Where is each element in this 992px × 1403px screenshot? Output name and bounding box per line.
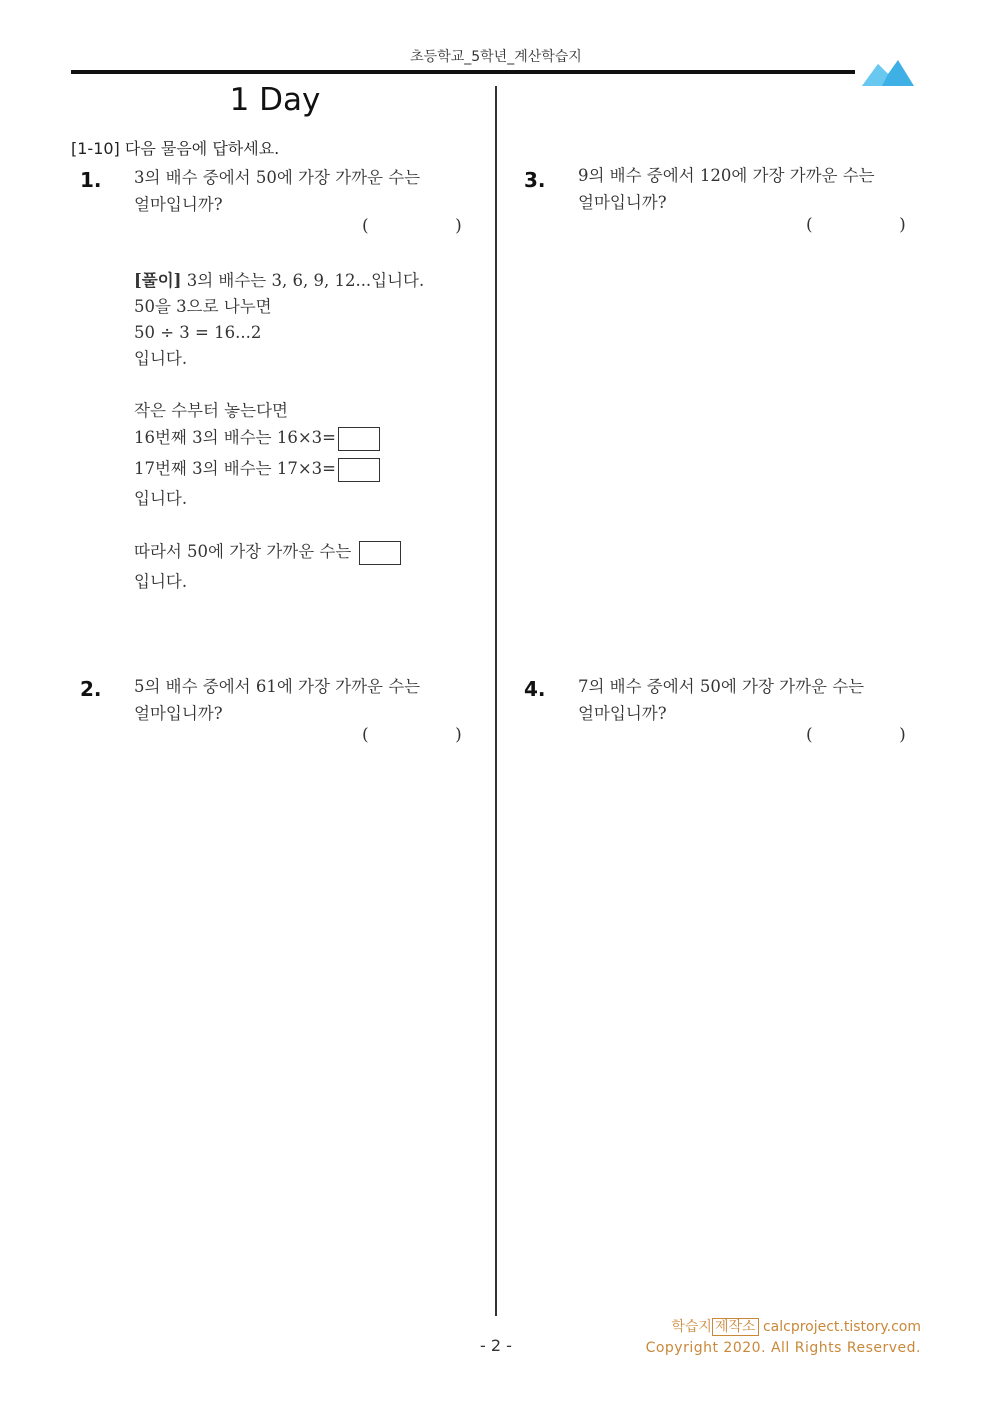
question-2-line1: 5의 배수 중에서 61에 가장 가까운 수는	[134, 677, 421, 696]
solution-16th-text: 16번째 3의 배수는 16×3=	[134, 428, 337, 447]
question-1-answer-blank[interactable]: ( )	[362, 216, 462, 236]
solution-line-6	[134, 425, 380, 451]
solution-line-8: 입니다.	[134, 489, 188, 508]
solution-line-5: 작은 수부터 놓는다면	[134, 401, 288, 420]
page-number: - 2 -	[480, 1336, 512, 1355]
question-1-line1: 3의 배수 중에서 50에 가장 가까운 수는	[134, 168, 421, 187]
question-3-number: 3.	[524, 168, 546, 192]
question-2-number: 2.	[80, 677, 102, 701]
question-4-number: 4.	[524, 677, 546, 701]
instruction-text: [1-10] 다음 물음에 답하세요.	[71, 139, 280, 158]
question-4-line1: 7의 배수 중에서 50에 가장 가까운 수는	[578, 677, 865, 696]
answer-box-16th[interactable]	[338, 427, 380, 451]
solution-line-3: 50 ÷ 3 = 16...2	[134, 323, 262, 342]
brand-text-b: 제작소	[712, 1318, 759, 1336]
mountain-logo-icon	[862, 56, 914, 86]
answer-box-17th[interactable]	[338, 458, 380, 482]
question-3-text	[578, 162, 875, 216]
solution-conclusion-text: 따라서 50에 가장 가까운 수는	[134, 542, 357, 561]
day-title: 1 Day	[229, 82, 321, 118]
question-1-text	[134, 164, 420, 218]
question-3-line2: 얼마입니까?	[578, 193, 667, 212]
question-2-line2: 얼마입니까?	[134, 704, 223, 723]
solution-17th-text: 17번째 3의 배수는 17×3=	[134, 459, 337, 478]
worksheet-header-title: 초등학교_5학년_계산학습지	[410, 49, 582, 65]
solution-line-2: 50을 3으로 나누면	[134, 297, 272, 316]
question-2-answer-blank[interactable]: ( )	[362, 725, 462, 745]
solution-line-4: 입니다.	[134, 349, 188, 368]
brand-text-a: 학습지	[671, 1319, 712, 1335]
question-3-answer-blank[interactable]: ( )	[806, 215, 906, 235]
solution-multiples: 3의 배수는 3, 6, 9, 12...입니다.	[181, 271, 425, 290]
question-1-line2: 얼마입니까?	[134, 195, 223, 214]
question-1-number: 1.	[80, 168, 102, 192]
header-rule	[71, 70, 855, 74]
solution-line-10: 입니다.	[134, 572, 188, 591]
solution-label: [풀이]	[134, 271, 182, 290]
question-4-line2: 얼마입니까?	[578, 704, 667, 723]
question-3-line1: 9의 배수 중에서 120에 가장 가까운 수는	[578, 166, 875, 185]
question-4-answer-blank[interactable]: ( )	[806, 725, 906, 745]
answer-box-final[interactable]	[359, 541, 401, 565]
footer-copyright: Copyright 2020. All Rights Reserved.	[645, 1340, 921, 1356]
brand-url: calcproject.tistory.com	[758, 1319, 921, 1335]
column-divider	[495, 86, 497, 1316]
question-4-text	[578, 673, 864, 727]
solution-line-9	[134, 539, 401, 565]
solution-line-7	[134, 456, 380, 482]
footer-brand	[600, 1316, 921, 1336]
question-2-text	[134, 673, 420, 727]
solution-line-1	[134, 268, 424, 294]
